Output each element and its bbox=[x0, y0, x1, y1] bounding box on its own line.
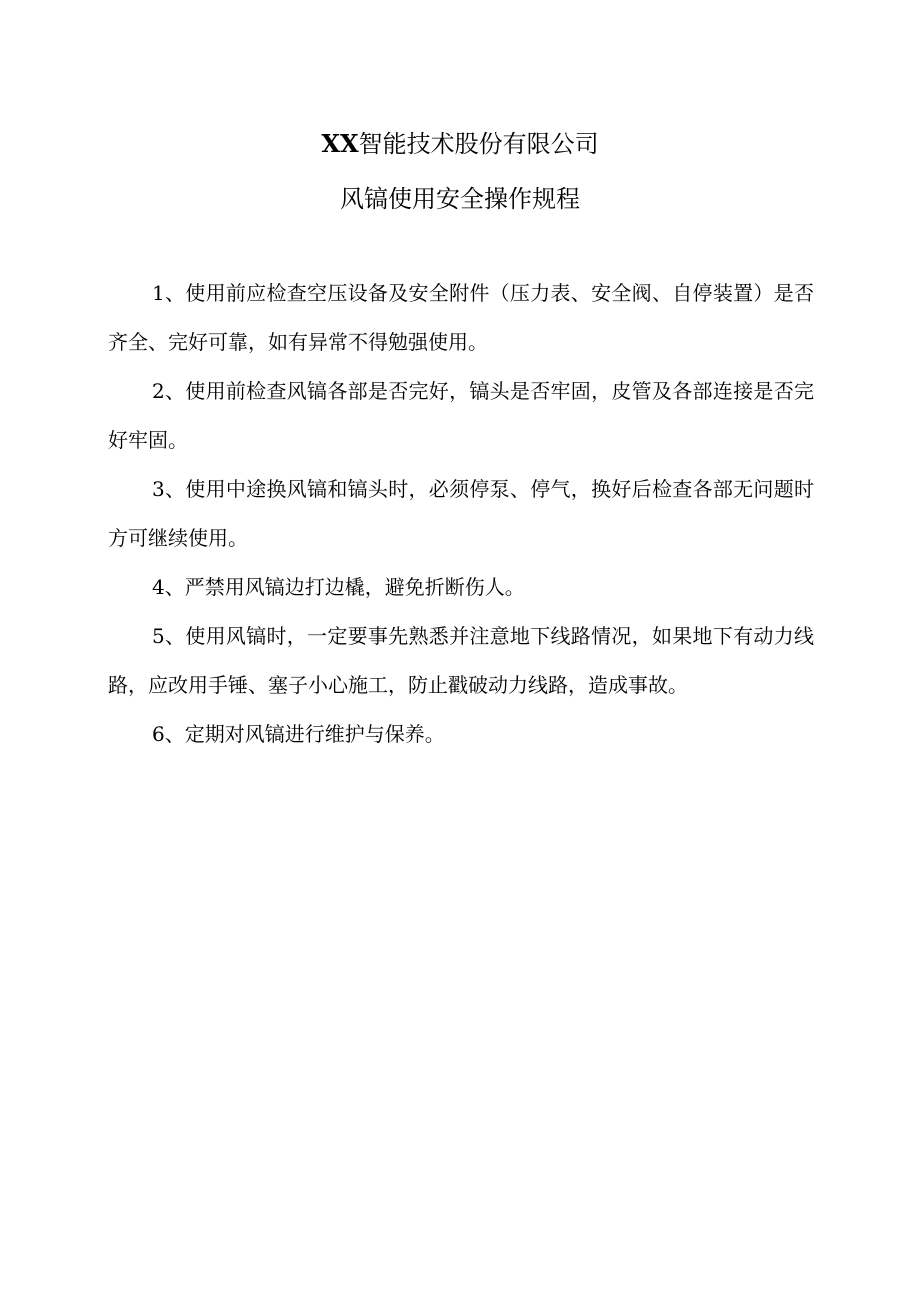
rule-item-6: 6、定期对风镐进行维护与保养。 bbox=[152, 722, 445, 746]
rule-item-1: 1、使用前应检查空压设备及安全附件（压力表、安全阀、自停装置）是否齐全、完好可靠，如有异常不得勉强使用。 bbox=[108, 281, 814, 354]
rule-item-4: 4、严禁用风镐边打边橇，避免折断伤人。 bbox=[152, 575, 525, 599]
company-name-rest: 智能技术股份有限公司 bbox=[358, 130, 599, 158]
company-prefix: XX bbox=[321, 129, 359, 158]
rule-item-3: 3、使用中途换风镐和镐头时，必须停泵、停气，换好后检查各部无问题时方可继续使用。 bbox=[108, 477, 814, 550]
rule-item-5: 5、使用风镐时，一定要事先熟悉并注意地下线路情况，如果地下有动力线路，应改用手锤、塞子小心施工，防止戳破动力线路，造成事故。 bbox=[108, 624, 814, 697]
company-name bbox=[0, 124, 920, 164]
rules-list bbox=[108, 269, 814, 759]
rule-item-2: 2、使用前检查风镐各部是否完好，镐头是否牢固，皮管及各部连接是否完好牢固。 bbox=[108, 379, 814, 452]
document-title: 风镐使用安全操作规程 bbox=[340, 185, 580, 213]
document-header bbox=[0, 124, 920, 219]
